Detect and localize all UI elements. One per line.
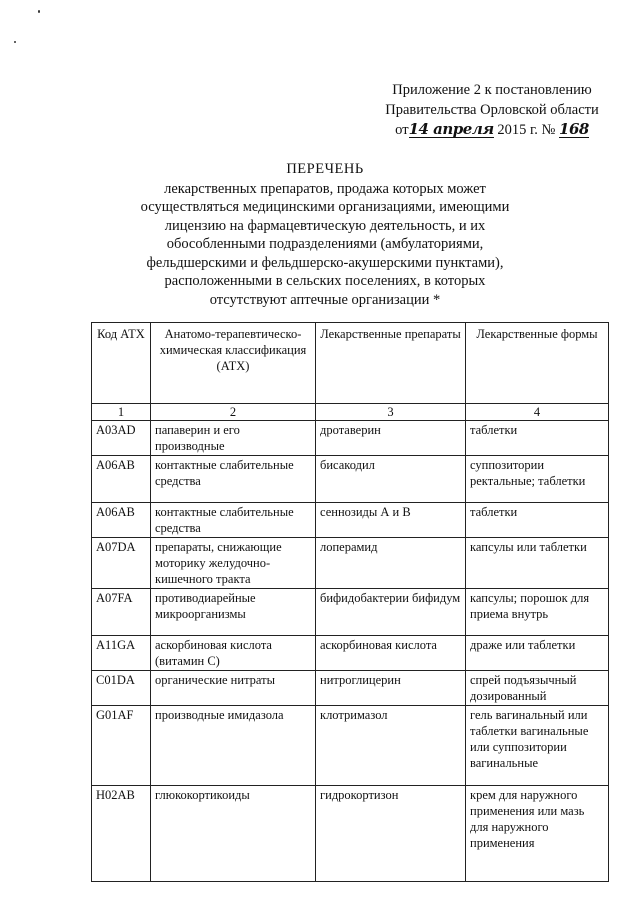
drug-cell: аскорбиновая кислота: [316, 636, 466, 671]
title-line: лицензию на фармацевтическую деятельность, и их: [164, 217, 486, 234]
date-prefix: от: [395, 122, 409, 138]
classification-cell: производные имидазола: [151, 706, 316, 786]
atx-code-cell: A07FA: [92, 589, 151, 636]
drug-cell: бифидобактерии бифидум: [316, 589, 466, 636]
table-row: [92, 671, 609, 706]
form-cell: капсулы или таблетки: [466, 538, 609, 589]
atx-code-cell: A06AB: [92, 456, 151, 503]
atx-code-cell: A07DA: [92, 538, 151, 589]
title-line: расположенными в сельских поселениях, в которых: [164, 273, 486, 289]
atx-code-cell: H02AB: [92, 786, 151, 882]
atx-code-cell: A03AD: [92, 421, 151, 456]
scan-speck: [38, 10, 40, 13]
atx-code-cell: A06AB: [92, 503, 151, 538]
table-row: [92, 421, 609, 456]
document-title: [120, 160, 530, 309]
column-number: 4: [466, 404, 609, 421]
atx-code-cell: C01DA: [92, 671, 151, 706]
drug-cell: клотримазол: [316, 706, 466, 786]
medicines-table: [91, 322, 609, 882]
handwritten-number: 168: [559, 120, 589, 138]
table-row: [92, 503, 609, 538]
classification-cell: аскорбиновая кислота (витамин С): [151, 636, 316, 671]
title-line: осуществляться медицинскими организациями, имеющими: [140, 199, 510, 215]
title-line: отсутствуют аптечные организации *: [209, 291, 441, 308]
classification-cell: противодиарейные микроорганизмы: [151, 589, 316, 636]
drug-cell: гидрокортизон: [316, 786, 466, 882]
handwritten-date: 14 апреля: [408, 120, 494, 138]
form-cell: драже или таблетки: [466, 636, 609, 671]
appendix-line-1: Приложение 2 к постановлению: [392, 82, 592, 98]
classification-cell: органические нитраты: [151, 671, 316, 706]
classification-cell: контактные слабительные средства: [151, 503, 316, 538]
classification-cell: глюкокортикоиды: [151, 786, 316, 882]
atx-code-cell: A11GA: [92, 636, 151, 671]
form-cell: спрей подъязычный дозированный: [466, 671, 609, 706]
table-row: [92, 538, 609, 589]
form-cell: капсулы; порошок для приема внутрь: [466, 589, 609, 636]
column-number: 3: [316, 404, 466, 421]
form-cell: таблетки: [466, 503, 609, 538]
scan-speck: [14, 41, 16, 43]
title-line: лекарственных препаратов, продажа которых может: [164, 180, 486, 197]
form-cell: гель вагинальный или таблетки вагинальные или суппозитории вагинальные: [466, 706, 609, 786]
atx-code-cell: G01AF: [92, 706, 151, 786]
header-forms: Лекарственные формы: [466, 323, 609, 404]
appendix-line-2: Правительства Орловской области: [385, 102, 599, 118]
form-cell: крем для наружного применения или мазь для наружного применения: [466, 786, 609, 882]
table-row: [92, 456, 609, 503]
table-row: [92, 589, 609, 636]
column-number-row: [92, 404, 609, 421]
table-row: [92, 786, 609, 882]
table-header-row: [92, 323, 609, 404]
title-line: фельдшерскими и фельдшерско-акушерскими пунктами),: [146, 254, 504, 271]
classification-cell: препараты, снижающие моторику желудочно-кишечного тракта: [151, 538, 316, 589]
drug-cell: нитроглицерин: [316, 671, 466, 706]
drug-cell: бисакодил: [316, 456, 466, 503]
appendix-header: [372, 80, 612, 140]
classification-cell: папаверин и его производные: [151, 421, 316, 456]
table-row: [92, 706, 609, 786]
header-atx-code: Код АТХ: [92, 323, 151, 404]
title-heading: ПЕРЕЧЕНЬ: [286, 161, 364, 177]
title-line: обособленными подразделениями (амбулаториями,: [166, 236, 484, 252]
column-number: 2: [151, 404, 316, 421]
column-number: 1: [92, 404, 151, 421]
drug-cell: сеннозиды А и В: [316, 503, 466, 538]
header-classification: Анатомо-терапевтическо-химическая классификация (АТХ): [151, 323, 316, 404]
table-row: [92, 636, 609, 671]
classification-cell: контактные слабительные средства: [151, 456, 316, 503]
drug-cell: лоперамид: [316, 538, 466, 589]
drug-cell: дротаверин: [316, 421, 466, 456]
appendix-line-3: [372, 120, 612, 140]
form-cell: суппозитории ректальные; таблетки: [466, 456, 609, 503]
year-label: 2015 г. №: [497, 122, 556, 138]
form-cell: таблетки: [466, 421, 609, 456]
header-drugs: Лекарственные препараты: [316, 323, 466, 404]
